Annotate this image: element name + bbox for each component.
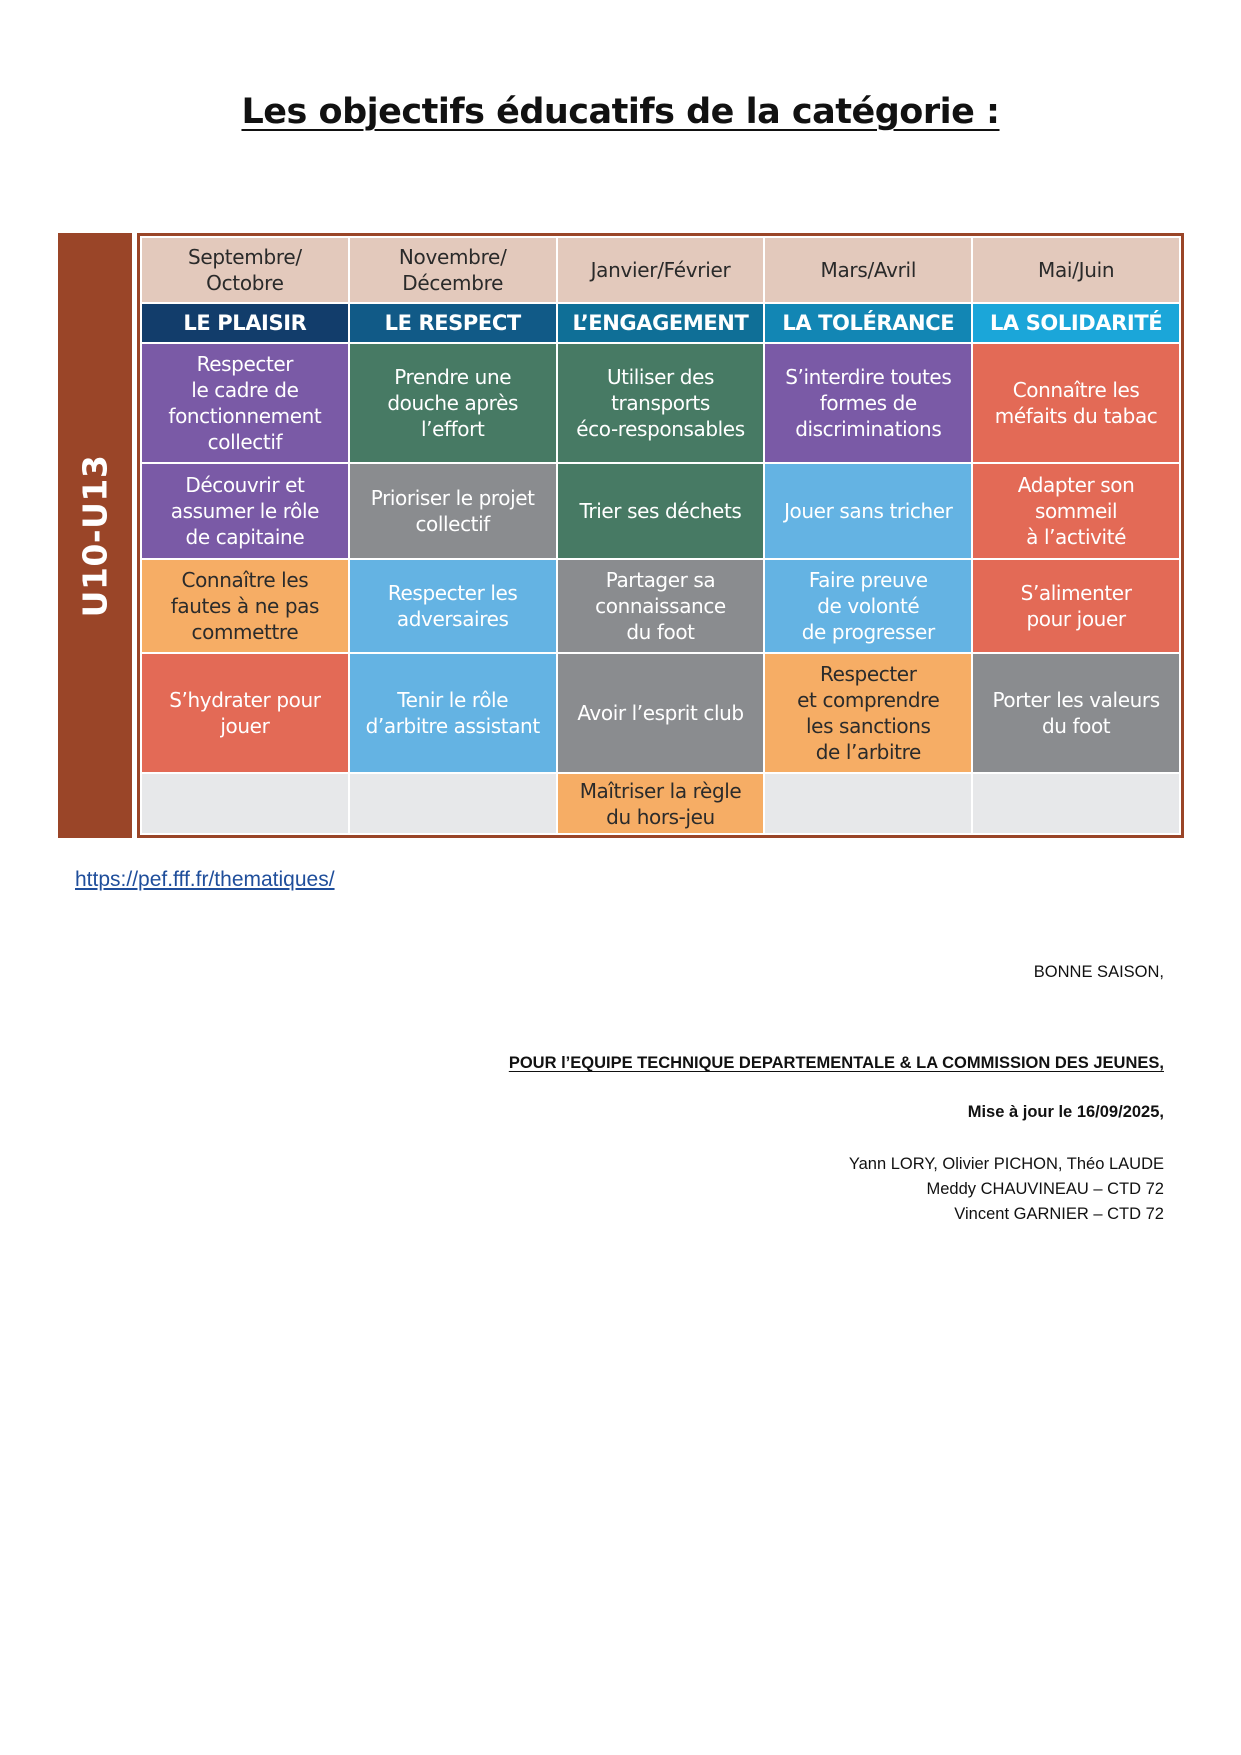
month-header: Mai/Juin [973,238,1179,302]
objective-cell: Partager sa connaissance du foot [558,560,764,652]
team-signature: POUR l’EQUIPE TECHNIQUE DEPARTEMENTALE & LA COMMISSION DES JEUNES, [508,1054,1164,1072]
objective-cell: Connaître les fautes à ne pas commettre [142,560,348,652]
objective-cell: S’alimenter pour jouer [973,560,1179,652]
greeting-text: BONNE SAISON, [1033,963,1164,981]
empty-cell [765,774,971,833]
theme-header: L’ENGAGEMENT [558,304,764,342]
objective-cell: Adapter son sommeil à l’activité [973,464,1179,558]
category-side-bar [58,233,132,838]
month-header: Mars/Avril [765,238,971,302]
objectives-grid [140,236,1181,835]
objective-cell: S’hydrater pour jouer [142,654,348,772]
objective-cell: Avoir l’esprit club [558,654,764,772]
objective-cell: Respecter et comprendre les sanctions de l’arbitre [765,654,971,772]
authors-block [849,1152,1164,1227]
page-title: Les objectifs éducatifs de la catégorie : [241,92,1000,132]
theme-header: LA TOLÉRANCE [765,304,971,342]
empty-cell [973,774,1179,833]
objective-cell: Maîtriser la règle du hors-jeu [558,774,764,833]
objective-cell: Respecter le cadre de fonctionnement collectif [142,344,348,462]
month-header: Septembre/ Octobre [142,238,348,302]
objective-cell: Connaître les méfaits du tabac [973,344,1179,462]
objective-cell: Porter les valeurs du foot [973,654,1179,772]
empty-cell [142,774,348,833]
update-date: Mise à jour le 16/09/2025, [967,1103,1164,1121]
objective-cell: Trier ses déchets [558,464,764,558]
theme-header: LE PLAISIR [142,304,348,342]
objectives-graphic [58,233,1184,838]
author-line: Meddy CHAUVINEAU – CTD 72 [926,1180,1164,1198]
theme-header: LA SOLIDARITÉ [973,304,1179,342]
author-line: Yann LORY, Olivier PICHON, Théo LAUDE [848,1155,1164,1173]
objective-cell: Découvrir et assumer le rôle de capitaine [142,464,348,558]
objective-cell: S’interdire toutes formes de discriminations [765,344,971,462]
objective-cell: Tenir le rôle d’arbitre assistant [350,654,556,772]
objective-cell: Prendre une douche après l’effort [350,344,556,462]
objective-cell: Jouer sans tricher [765,464,971,558]
month-header: Janvier/Février [558,238,764,302]
objectives-table [137,233,1184,838]
theme-header: LE RESPECT [350,304,556,342]
thematiques-link[interactable]: https://pef.fff.fr/thematiques/ [75,868,335,891]
objective-cell: Prioriser le projet collectif [350,464,556,558]
objective-cell: Respecter les adversaires [350,560,556,652]
category-label: U10-U13 [75,454,115,618]
empty-cell [350,774,556,833]
objective-cell: Utiliser des transports éco-responsables [558,344,764,462]
month-header: Novembre/ Décembre [350,238,556,302]
author-line: Vincent GARNIER – CTD 72 [954,1205,1164,1223]
objective-cell: Faire preuve de volonté de progresser [765,560,971,652]
